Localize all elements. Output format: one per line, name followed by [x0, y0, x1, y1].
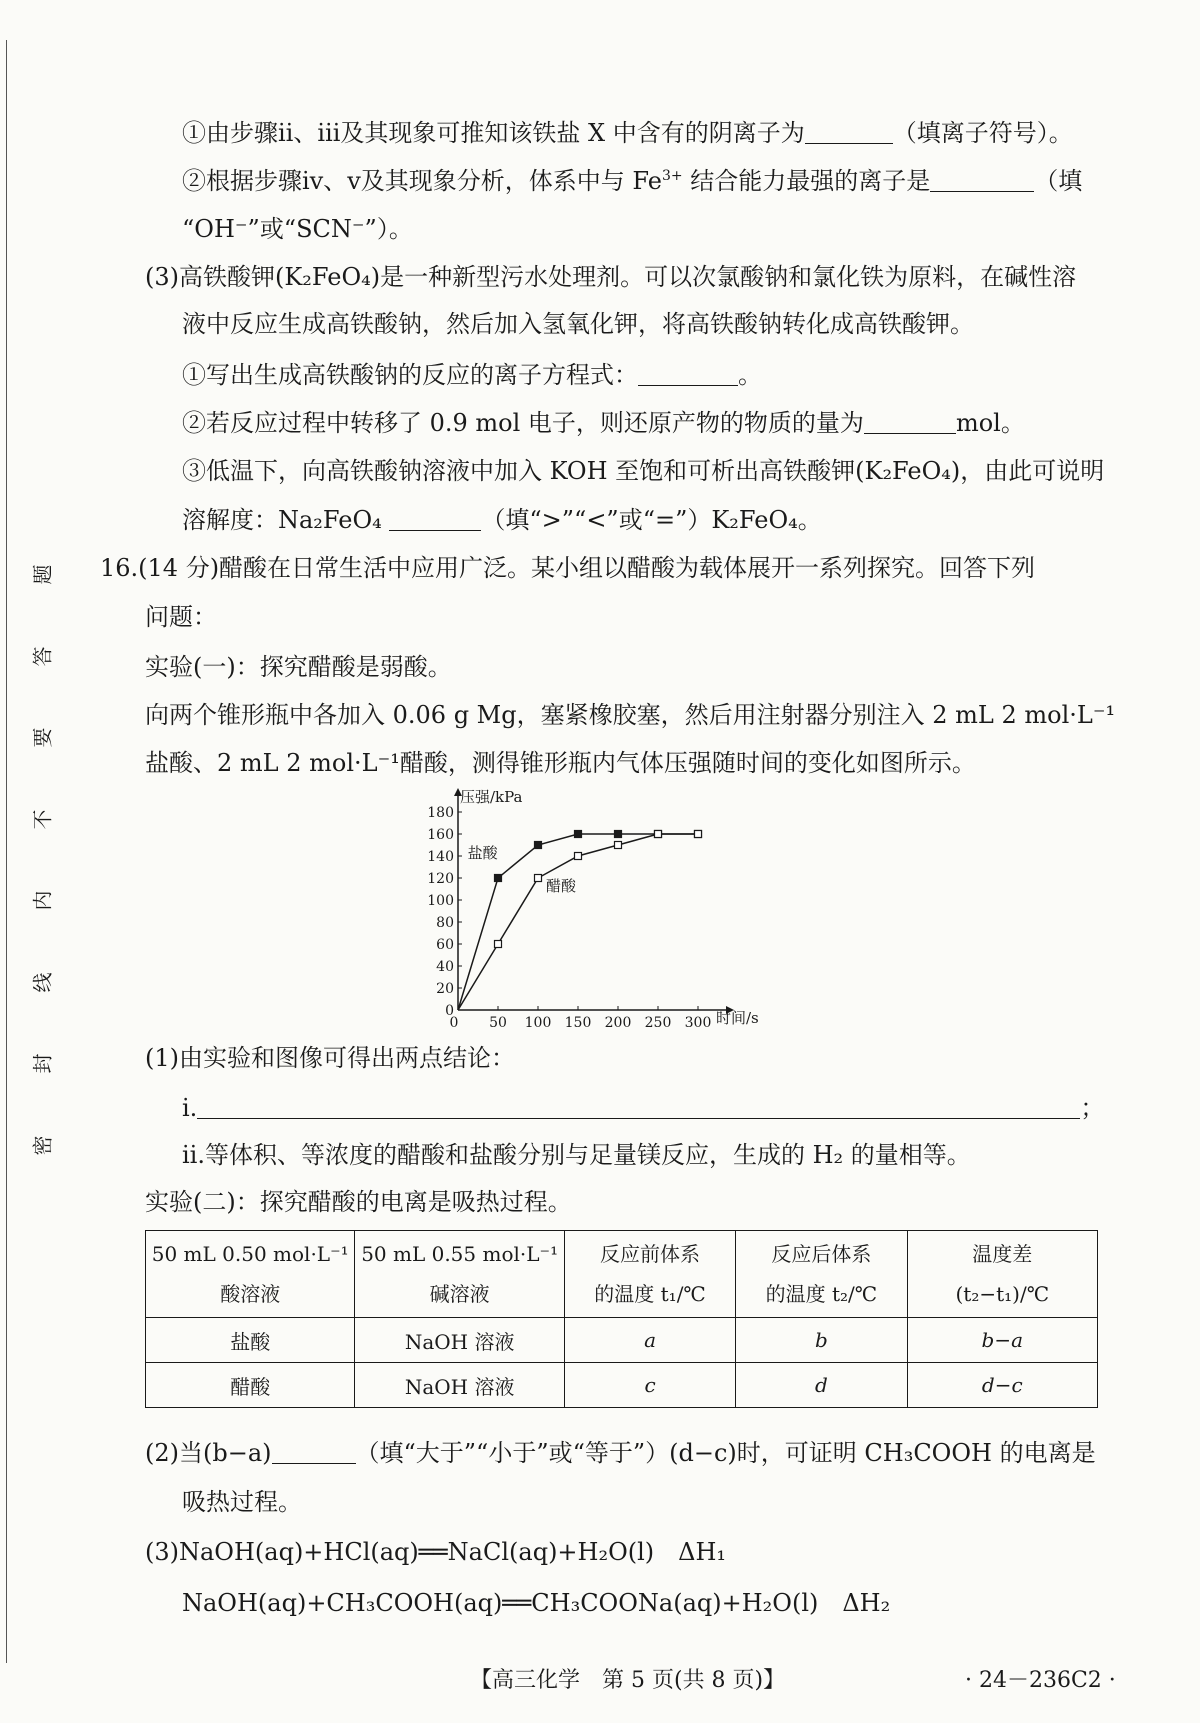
data-point	[495, 941, 502, 948]
pressure-time-chart	[420, 788, 780, 1048]
data-point	[535, 842, 542, 849]
q16-exp1-text1: 向两个锥形瓶中各加入 0.06 g Mg，塞紧橡胶塞，然后用注射器分别注入 2 mL 2 mol·L⁻¹	[145, 701, 1116, 729]
table-header-cell: 50 mL 0.55 mol·L⁻¹ 碱溶液	[355, 1231, 564, 1318]
answer-blank[interactable]	[272, 1441, 356, 1464]
answer-blank[interactable]	[197, 1096, 1080, 1119]
q15-3-1: ①写出生成高铁酸钠的反应的离子方程式： 。	[182, 361, 762, 389]
data-point	[615, 842, 622, 849]
x-axis-label: 时间/s	[716, 1009, 759, 1027]
binding-margin-line	[6, 40, 10, 1663]
table-cell: a	[564, 1318, 735, 1363]
answer-blank[interactable]	[805, 121, 893, 144]
page-footer-code: · 24－236C2 ·	[965, 1668, 1116, 1693]
answer-blank[interactable]	[638, 363, 738, 386]
margin-char: 内	[30, 890, 55, 911]
q16-3-eq1: (3)NaOH(aq)+HCl(aq)══NaCl(aq)+H₂O(l) ΔH₁	[145, 1538, 727, 1566]
y-tick-label: 0	[445, 1003, 454, 1019]
x-tick-label: 100	[524, 1015, 552, 1031]
chart-axes	[427, 788, 734, 1031]
data-point	[575, 831, 582, 838]
chart-series	[458, 831, 702, 1011]
data-point	[535, 875, 542, 882]
q15-3-3-line2: 溶解度：Na₂FeO₄ （填“>”“<”或“=”）K₂FeO₄。	[182, 506, 822, 534]
margin-char: 密	[30, 1135, 55, 1156]
q16-header-line2: 问题：	[145, 603, 217, 631]
x-tick-label: 0	[449, 1015, 459, 1031]
x-tick-label: 50	[489, 1015, 507, 1031]
q16-exp2-title: 实验(二)：探究醋酸的电离是吸热过程。	[145, 1188, 572, 1216]
table-header-cell: 反应后体系 的温度 t₂/℃	[736, 1231, 907, 1318]
table-cell: d−c	[907, 1363, 1097, 1408]
margin-char: 答	[30, 646, 55, 667]
x-tick-label: 200	[604, 1015, 632, 1031]
table-cell: b	[736, 1318, 907, 1363]
q16-exp1-title: 实验(一)：探究醋酸是弱酸。	[145, 653, 452, 681]
margin-char: 线	[30, 972, 55, 993]
q16-exp1-text2: 盐酸、2 mL 2 mol·L⁻¹醋酸，测得锥形瓶内气体压强随时间的变化如图所示。	[145, 749, 976, 777]
answer-blank[interactable]	[930, 169, 1034, 192]
q15-2-2-line2: “OH⁻”或“SCN⁻”）。	[182, 215, 413, 243]
q15-3-2: ②若反应过程中转移了 0.9 mol 电子，则还原产物的物质的量为 mol。	[182, 409, 1025, 437]
table-header-cell: 温度差 (t₂−t₁)/℃	[907, 1231, 1097, 1318]
table-row	[146, 1363, 1098, 1408]
x-tick-label: 250	[644, 1015, 672, 1031]
y-tick-label: 80	[436, 915, 454, 931]
experiment-table	[145, 1230, 1098, 1408]
y-tick-label: 180	[427, 805, 454, 821]
table-cell: c	[564, 1363, 735, 1408]
answer-blank[interactable]	[389, 508, 481, 531]
q16-3-eq2: NaOH(aq)+CH₃COOH(aq)══CH₃COONa(aq)+H₂O(l) ΔH₂	[182, 1589, 891, 1617]
q15-3-line2: 液中反应生成高铁酸钠，然后加入氢氧化钾，将高铁酸钠转化成高铁酸钾。	[182, 310, 974, 338]
page-footer-center: 【高三化学 第 5 页(共 8 页)】	[470, 1668, 786, 1693]
table-header-cell: 50 mL 0.50 mol·L⁻¹ 酸溶液	[146, 1231, 355, 1318]
table-cell: b−a	[907, 1318, 1097, 1363]
table-header-cell: 反应前体系 的温度 t₁/℃	[564, 1231, 735, 1318]
margin-char: 题	[30, 564, 55, 585]
q15-2-2: ②根据步骤ⅳ、ⅴ及其现象分析，体系中与 $Fe^{3+}$ 结合能力最强的离子是 （填	[182, 167, 1083, 195]
table-cell: NaOH 溶液	[355, 1363, 564, 1408]
y-tick-label: 40	[436, 959, 454, 975]
table-header-row	[146, 1231, 1098, 1318]
q16-1-text: (1)由实验和图像可得出两点结论：	[145, 1044, 515, 1072]
q16-2-line1: (2)当(b−a) （填“大于”“小于”或“等于”）(d−c)时，可证明 CH₃COOH 的电离是	[145, 1439, 1096, 1467]
table-cell: d	[736, 1363, 907, 1408]
q16-2-line2: 吸热过程。	[182, 1488, 302, 1516]
x-tick-label: 150	[564, 1015, 592, 1031]
answer-blank[interactable]	[864, 411, 956, 434]
table-cell: 醋酸	[146, 1363, 355, 1408]
q15-3-line1: (3)高铁酸钾(K₂FeO₄)是一种新型污水处理剂。可以次氯酸钠和氯化铁为原料，在碱性溶	[145, 263, 1077, 291]
series-label: 醋酸	[546, 877, 577, 896]
x-tick-label: 300	[684, 1015, 712, 1031]
data-point	[655, 831, 662, 838]
table-cell: NaOH 溶液	[355, 1318, 564, 1363]
y-tick-label: 140	[427, 849, 454, 865]
margin-char: 要	[30, 727, 55, 748]
binding-margin-text	[26, 560, 56, 1160]
y-axis-label: 压强/kPa	[460, 788, 523, 806]
data-point	[695, 831, 702, 838]
data-point	[575, 853, 582, 860]
series-label: 盐酸	[467, 844, 498, 863]
y-tick-label: 100	[427, 893, 454, 909]
y-tick-label: 20	[436, 981, 454, 997]
y-tick-label: 60	[436, 937, 454, 953]
margin-char: 不	[30, 809, 55, 830]
q15-2-1: ①由步骤ⅱ、ⅲ及其现象可推知该铁盐 X 中含有的阴离子为 （填离子符号）。	[182, 119, 1073, 147]
data-point	[495, 875, 502, 882]
table-row	[146, 1318, 1098, 1363]
margin-char: 封	[30, 1053, 55, 1074]
data-point	[615, 831, 622, 838]
q16-header-line1: 16.(14 分)醋酸在日常生活中应用广泛。某小组以醋酸为载体展开一系列探究。回答下列	[100, 554, 1036, 582]
y-tick-label: 120	[427, 871, 454, 887]
q16-1-i: ⅰ. ；	[182, 1094, 1105, 1122]
q16-1-ii: ⅱ.等体积、等浓度的醋酸和盐酸分别与足量镁反应，生成的 H₂ 的量相等。	[182, 1141, 971, 1169]
q15-3-3-line1: ③低温下，向高铁酸钠溶液中加入 KOH 至饱和可析出高铁酸钾(K₂FeO₄)，由此可说明	[182, 457, 1105, 485]
table-cell: 盐酸	[146, 1318, 355, 1363]
y-tick-label: 160	[427, 827, 454, 843]
